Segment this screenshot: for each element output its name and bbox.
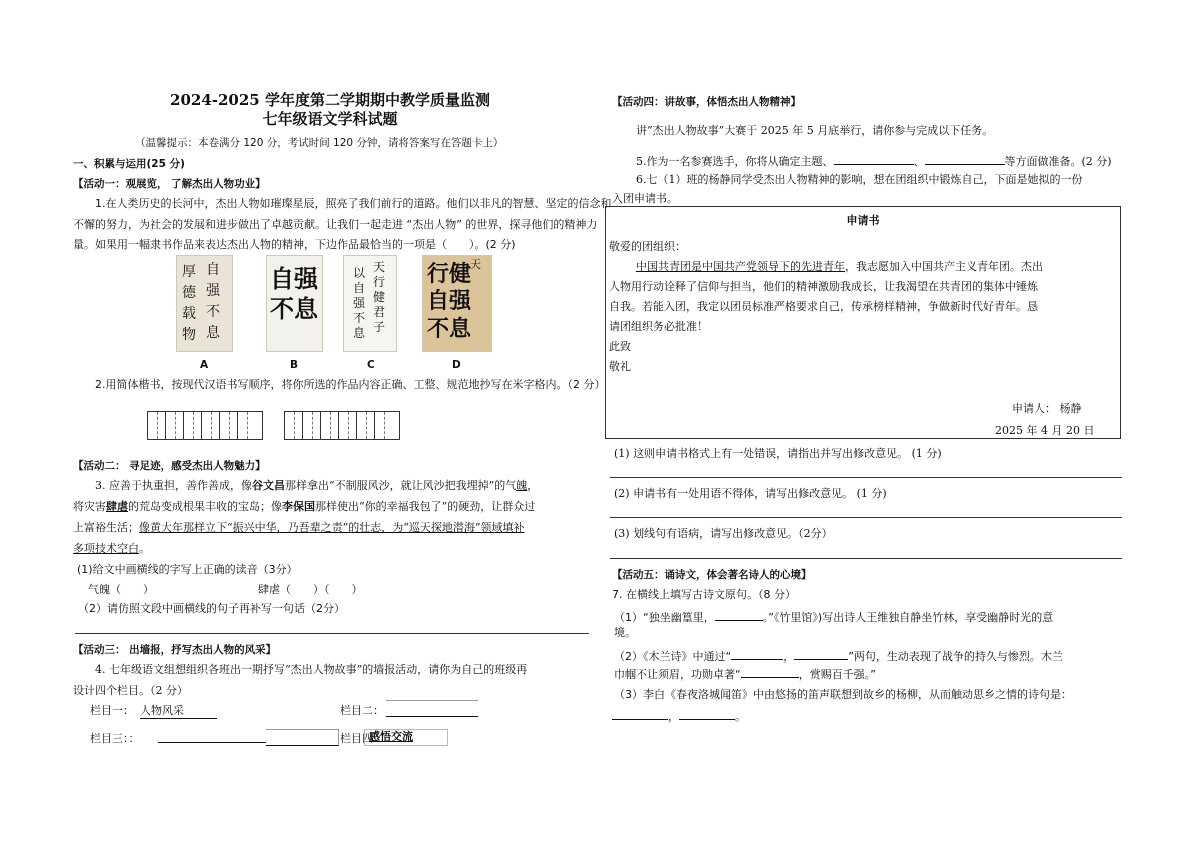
column1-label: 栏目一： [90,704,134,717]
q1-line2: 不懈的努力，为社会的发展和进步做出了卓越贡献。让我们一起走进 “杰出人物” 的世界，探寻他们的精神力 [73,218,598,231]
q3-sub1-word2: 肆虐（ ）（ ） [258,583,363,596]
writing-grid-1[interactable] [147,411,263,440]
q7-item2: （2）《木兰诗》中通过“ ， ”两句，生动表现了战争的持久与惨烈。木兰 [614,650,1063,663]
activity2-heading: 【活动二： 寻足迹，感受杰出人物魅力】 [73,460,266,472]
exam-title: 2024-2025 学年度第二学期期中教学质量监测 [170,91,490,109]
work-label-a: A [200,359,209,371]
calligraphy-work-d: 行健 自强 不息 天 [422,255,492,352]
q3-sub2: （2）请仿照文段中画横线的句子再补写一句话（2分） [78,602,345,615]
q3-line3: 上富裕生活；像黄大年那样立下“振兴中华，乃吾辈之责”的壮志，为“巡天探地潜海”领域填补 [73,521,525,534]
q6-sub2: (2) 申请书有一处用语不得体，请写出修改意见。 (1 分) [614,487,887,500]
writing-grid-2[interactable] [284,411,400,440]
q6-sub3: (3) 划线句有语病，请写出修改意见。（2分） [614,527,833,540]
work-label-c: C [367,359,375,371]
letter-title: 申请书 [846,214,880,227]
letter-date: 2025 年 4 月 20 日 [995,424,1095,437]
column2-input[interactable] [386,700,478,717]
q7-item1: （1）“独坐幽篁里， 。”《竹里馆》)写出诗人王维独自静坐竹林，享受幽静时光的意 [614,611,1054,624]
column3-label: 栏目三：： [90,732,140,745]
column1-value[interactable]: 人物风采 [140,704,217,719]
q3-line1: 3. 应善于执重担，善作善成，像谷文昌那样拿出“不制服风沙，就让风沙把我埋掉”的气魄， [95,479,539,492]
letter-body-4: 请团组织务必批准！ [609,320,708,333]
letter-body-2: 人物用行动诠释了信仰与担当，他们的精神激励我成长，让我渴望在共青团的集体中锤炼 [609,280,1038,293]
answer-line[interactable] [610,477,1122,478]
q7-item3: （3）李白《春夜洛城闻笛》中由悠扬的笛声联想到故乡的杨柳，从而触动思乡之情的诗句是： [614,688,1072,701]
work-label-b: B [290,359,299,371]
letter-signer: 申请人： 杨静 [1012,402,1082,415]
q7-text: 7. 在横线上填写古诗文原句。（8 分） [612,588,796,601]
calligraphy-work-b: 自强 不息 [266,255,323,352]
q3-line4: 多项技术空白。 [73,542,150,555]
answer-line[interactable] [610,517,1122,518]
letter-body-3: 自我。若能入团，我定以团员标准严格要求自己，传承榜样精神，争做新时代好青年。恳 [609,300,1038,313]
exam-subtitle: 七年级语文学科试题 [262,110,398,128]
column4-value[interactable]: 感悟交流 [364,729,448,746]
activity1-heading: 【活动一：观展览， 了解杰出人物功业】 [73,178,266,190]
column3-box[interactable] [266,729,339,746]
column2-label: 栏目二： [340,704,384,717]
activity4-intro: 讲“杰出人物故事”大赛于 2025 年 5 月底举行，请你参与完成以下任务。 [636,124,994,137]
q6-sub1: (1) 这则申请书格式上有一处错误，请指出并写出修改意见。 (1 分) [614,447,942,460]
activity4-heading: 【活动四：讲故事，体悟杰出人物精神】 [612,96,801,108]
q4-line1: 4. 七年级语文组想组织各班出一期抒写“杰出人物故事”的墙报活动，请你为自己的班级再 [95,663,528,676]
q3-sub1: (1)给文中画横线的字写上正确的读音（3分） [77,563,298,576]
activity5-heading: 【活动五：诵诗文，体会著名诗人的心境】 [612,569,812,581]
q3-line2: 将灾害肆虐的荒岛变成根果丰收的宝岛；像李保国那样使出“你的幸福我包了”的硬劲，让群众过 [73,500,536,513]
q7-item2-cont: 巾帼不让须眉，功勋卓著“ ，赏赐百千强。” [614,668,876,681]
column4-label: 栏目四 [340,732,373,745]
letter-closing-2: 敬礼 [609,360,631,373]
q5-text: 5.作为一名参赛选手，你将从确定主题、 、 等方面做准备。(2 分) [636,155,1112,168]
calligraphy-work-c: 天 行 健 君 子 以 自 强 不 息 [343,255,397,352]
q1-line1: 1.在人类历史的长河中，杰出人物如璀璨星辰，照亮了我们前行的道路。他们以非凡的智慧、坚定的信念和 [95,197,612,210]
q7-item1-cont: 境。 [614,626,636,639]
answer-line[interactable] [610,558,1122,559]
section-heading: 一、积累与运用(25 分) [73,158,185,170]
letter-body-1: 中国共青团是中国共产党领导下的先进青年，我志愿加入中国共产主义青年团。杰出 [636,260,1043,273]
answer-line[interactable] [75,633,589,634]
letter-closing-1: 此致 [609,340,631,353]
q6-line2: 入团申请书。 [612,192,678,205]
column3-input[interactable] [158,742,266,743]
exam-note: （温馨提示：本卷满分 120 分，考试时间 120 分钟，请将答案写在答题卡上） [135,137,504,149]
activity3-heading: 【活动三： 出墙报，抒写杰出人物的风采】 [73,644,277,656]
letter-salutation: 敬爱的团组织： [609,240,686,253]
q2-text: 2.用简体楷书，按现代汉语书写顺序，将你所选的作品内容正确、工整、规范地抄写在米字格内。（2 分） [95,378,606,391]
q6-line1: 6.七（1）班的杨静同学受杰出人物精神的影响，想在团组织中锻炼自己，下面是她拟的一份 [636,173,1083,186]
q4-line2: 设计四个栏目。（2 分） [73,684,188,697]
q7-item3-answers: ， 。 [612,708,746,724]
q1-line3: 量。如果用一幅隶书作品来表达杰出人物的精神，下边作品最恰当的一项是（ ）。(2 分) [73,238,516,251]
calligraphy-work-a: 自 强 不 息 厚 德 载 物 [176,255,233,352]
work-label-d: D [452,359,461,371]
q3-sub1-word1: 气魄（ ） [88,583,154,596]
